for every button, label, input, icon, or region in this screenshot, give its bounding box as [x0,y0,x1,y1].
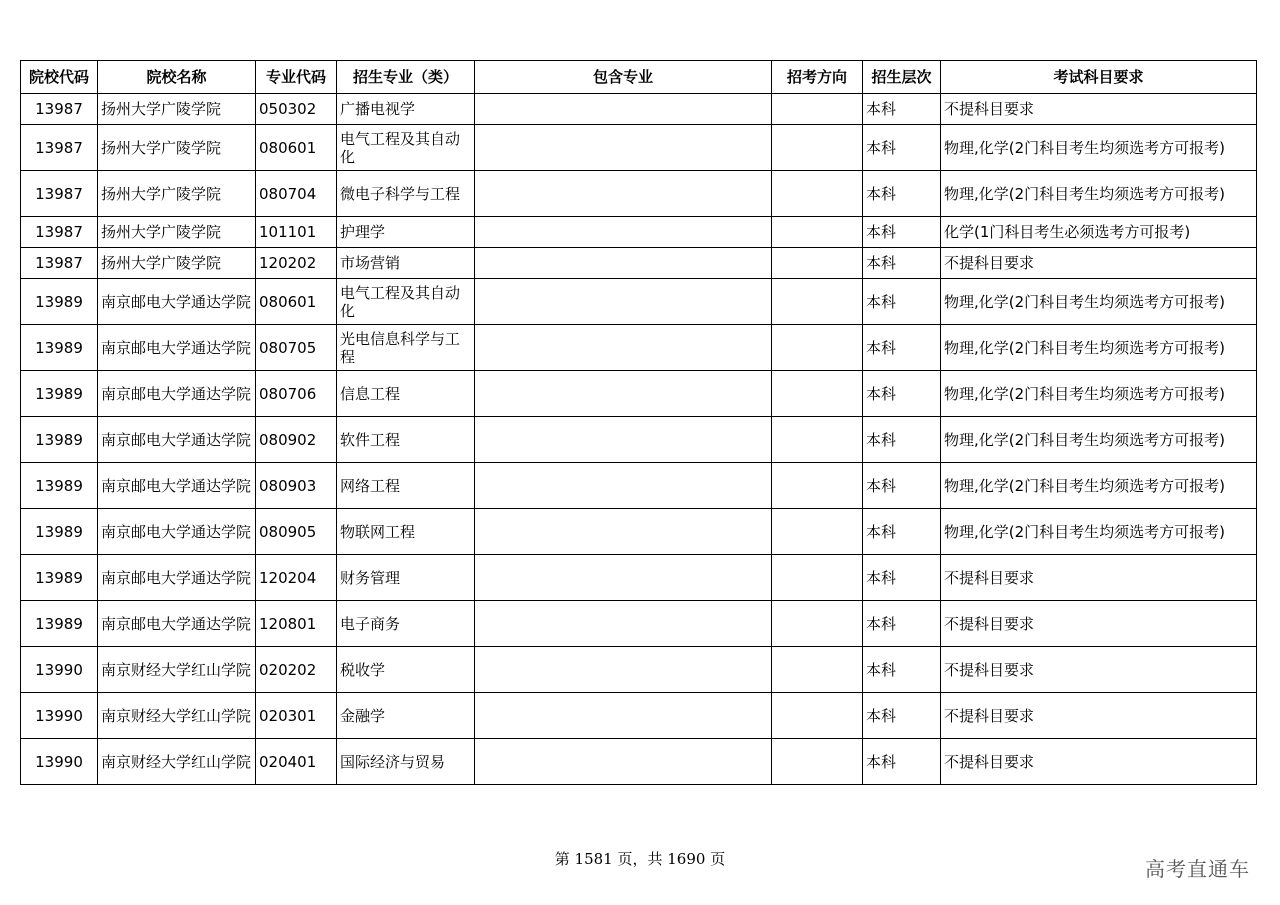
cell-direction [772,325,863,371]
cell-direction [772,739,863,785]
cell-included-majors [475,739,772,785]
cell-major: 广播电视学 [337,94,475,125]
cell-major: 物联网工程 [337,509,475,555]
cell-subject-requirement: 物理,化学(2门科目考生均须选考方可报考) [941,417,1257,463]
cell-school-code: 13990 [21,739,98,785]
cell-major: 网络工程 [337,463,475,509]
cell-direction [772,647,863,693]
cell-included-majors [475,279,772,325]
header-major-code: 专业代码 [256,61,337,94]
cell-major: 护理学 [337,217,475,248]
cell-subject-requirement: 不提科目要求 [941,94,1257,125]
cell-major-code: 080706 [256,371,337,417]
cell-school-code: 13990 [21,693,98,739]
table-row [21,601,1257,647]
cell-included-majors [475,125,772,171]
cell-major: 电气工程及其自动化 [337,125,475,171]
cell-school-code: 13987 [21,125,98,171]
cell-major-code: 080601 [256,125,337,171]
cell-level: 本科 [863,693,941,739]
cell-school-code: 13990 [21,647,98,693]
cell-included-majors [475,371,772,417]
cell-school-name: 扬州大学广陵学院 [98,94,256,125]
cell-included-majors [475,217,772,248]
cell-school-name: 南京财经大学红山学院 [98,739,256,785]
cell-level: 本科 [863,601,941,647]
table-row [21,463,1257,509]
header-subject-requirement: 考试科目要求 [941,61,1257,94]
cell-included-majors [475,647,772,693]
cell-school-name: 扬州大学广陵学院 [98,125,256,171]
cell-school-name: 南京财经大学红山学院 [98,693,256,739]
cell-level: 本科 [863,371,941,417]
cell-school-code: 13987 [21,171,98,217]
cell-major: 微电子科学与工程 [337,171,475,217]
cell-school-name: 扬州大学广陵学院 [98,248,256,279]
cell-direction [772,171,863,217]
table-row [21,555,1257,601]
page-number: 第 1581 页，共 1690 页 [554,850,726,868]
cell-major-code: 120204 [256,555,337,601]
cell-level: 本科 [863,217,941,248]
cell-school-name: 南京邮电大学通达学院 [98,601,256,647]
cell-direction [772,279,863,325]
cell-school-name: 扬州大学广陵学院 [98,217,256,248]
cell-direction [772,509,863,555]
cell-school-name: 南京财经大学红山学院 [98,647,256,693]
table-row [21,371,1257,417]
table-row [21,693,1257,739]
cell-school-name: 南京邮电大学通达学院 [98,279,256,325]
cell-major-code: 080705 [256,325,337,371]
cell-major-code: 080903 [256,463,337,509]
cell-included-majors [475,94,772,125]
table-row [21,248,1257,279]
cell-major-code: 080905 [256,509,337,555]
cell-direction [772,94,863,125]
watermark: 高考直通车 [1145,857,1250,881]
table-header-row [21,61,1257,94]
cell-school-code: 13987 [21,248,98,279]
cell-level: 本科 [863,171,941,217]
cell-included-majors [475,417,772,463]
cell-school-code: 13989 [21,509,98,555]
cell-subject-requirement: 物理,化学(2门科目考生均须选考方可报考) [941,463,1257,509]
cell-direction [772,555,863,601]
cell-direction [772,463,863,509]
cell-subject-requirement: 不提科目要求 [941,248,1257,279]
cell-school-code: 13989 [21,555,98,601]
cell-direction [772,601,863,647]
cell-subject-requirement: 化学(1门科目考生必须选考方可报考) [941,217,1257,248]
cell-major: 金融学 [337,693,475,739]
table-row [21,125,1257,171]
cell-subject-requirement: 不提科目要求 [941,555,1257,601]
cell-included-majors [475,463,772,509]
cell-included-majors [475,325,772,371]
cell-major-code: 120801 [256,601,337,647]
cell-school-code: 13987 [21,94,98,125]
cell-major-code: 080902 [256,417,337,463]
table-row [21,739,1257,785]
cell-subject-requirement: 不提科目要求 [941,739,1257,785]
cell-subject-requirement: 不提科目要求 [941,601,1257,647]
header-school-name: 院校名称 [98,61,256,94]
cell-subject-requirement: 物理,化学(2门科目考生均须选考方可报考) [941,371,1257,417]
table-row [21,279,1257,325]
cell-school-code: 13987 [21,217,98,248]
cell-level: 本科 [863,417,941,463]
cell-major-code: 080601 [256,279,337,325]
cell-level: 本科 [863,739,941,785]
table-row [21,94,1257,125]
cell-major: 电气工程及其自动化 [337,279,475,325]
cell-major: 光电信息科学与工程 [337,325,475,371]
cell-subject-requirement: 物理,化学(2门科目考生均须选考方可报考) [941,125,1257,171]
cell-subject-requirement: 物理,化学(2门科目考生均须选考方可报考) [941,171,1257,217]
cell-school-name: 南京邮电大学通达学院 [98,463,256,509]
table-row [21,171,1257,217]
cell-included-majors [475,509,772,555]
cell-direction [772,248,863,279]
header-included-majors: 包含专业 [475,61,772,94]
cell-subject-requirement: 物理,化学(2门科目考生均须选考方可报考) [941,325,1257,371]
cell-direction [772,217,863,248]
cell-level: 本科 [863,279,941,325]
cell-included-majors [475,248,772,279]
cell-level: 本科 [863,325,941,371]
cell-major-code: 101101 [256,217,337,248]
table-row [21,509,1257,555]
header-level: 招生层次 [863,61,941,94]
table-body [21,94,1257,785]
cell-school-code: 13989 [21,279,98,325]
header-direction: 招考方向 [772,61,863,94]
cell-major-code: 080704 [256,171,337,217]
cell-level: 本科 [863,509,941,555]
table-row [21,217,1257,248]
table-row [21,325,1257,371]
cell-direction [772,371,863,417]
cell-major: 财务管理 [337,555,475,601]
cell-level: 本科 [863,647,941,693]
cell-direction [772,125,863,171]
cell-subject-requirement: 物理,化学(2门科目考生均须选考方可报考) [941,279,1257,325]
cell-included-majors [475,693,772,739]
cell-school-code: 13989 [21,463,98,509]
cell-level: 本科 [863,555,941,601]
table-row [21,647,1257,693]
cell-direction [772,417,863,463]
cell-school-name: 扬州大学广陵学院 [98,171,256,217]
cell-level: 本科 [863,125,941,171]
cell-major-code: 020401 [256,739,337,785]
cell-level: 本科 [863,94,941,125]
cell-school-code: 13989 [21,417,98,463]
cell-school-name: 南京邮电大学通达学院 [98,371,256,417]
table-row [21,417,1257,463]
cell-school-name: 南京邮电大学通达学院 [98,325,256,371]
cell-subject-requirement: 不提科目要求 [941,647,1257,693]
cell-major: 电子商务 [337,601,475,647]
header-major: 招生专业（类） [337,61,475,94]
cell-major: 软件工程 [337,417,475,463]
cell-major: 市场营销 [337,248,475,279]
cell-major-code: 020202 [256,647,337,693]
cell-school-code: 13989 [21,371,98,417]
cell-school-code: 13989 [21,325,98,371]
cell-level: 本科 [863,248,941,279]
cell-level: 本科 [863,463,941,509]
cell-major-code: 050302 [256,94,337,125]
cell-school-code: 13989 [21,601,98,647]
cell-included-majors [475,555,772,601]
cell-major: 税收学 [337,647,475,693]
cell-major: 信息工程 [337,371,475,417]
cell-included-majors [475,171,772,217]
cell-subject-requirement: 物理,化学(2门科目考生均须选考方可报考) [941,509,1257,555]
cell-school-name: 南京邮电大学通达学院 [98,417,256,463]
cell-major-code: 020301 [256,693,337,739]
header-school-code: 院校代码 [21,61,98,94]
admissions-table [20,60,1257,785]
cell-included-majors [475,601,772,647]
cell-direction [772,693,863,739]
cell-school-name: 南京邮电大学通达学院 [98,555,256,601]
cell-major: 国际经济与贸易 [337,739,475,785]
cell-major-code: 120202 [256,248,337,279]
cell-school-name: 南京邮电大学通达学院 [98,509,256,555]
cell-subject-requirement: 不提科目要求 [941,693,1257,739]
